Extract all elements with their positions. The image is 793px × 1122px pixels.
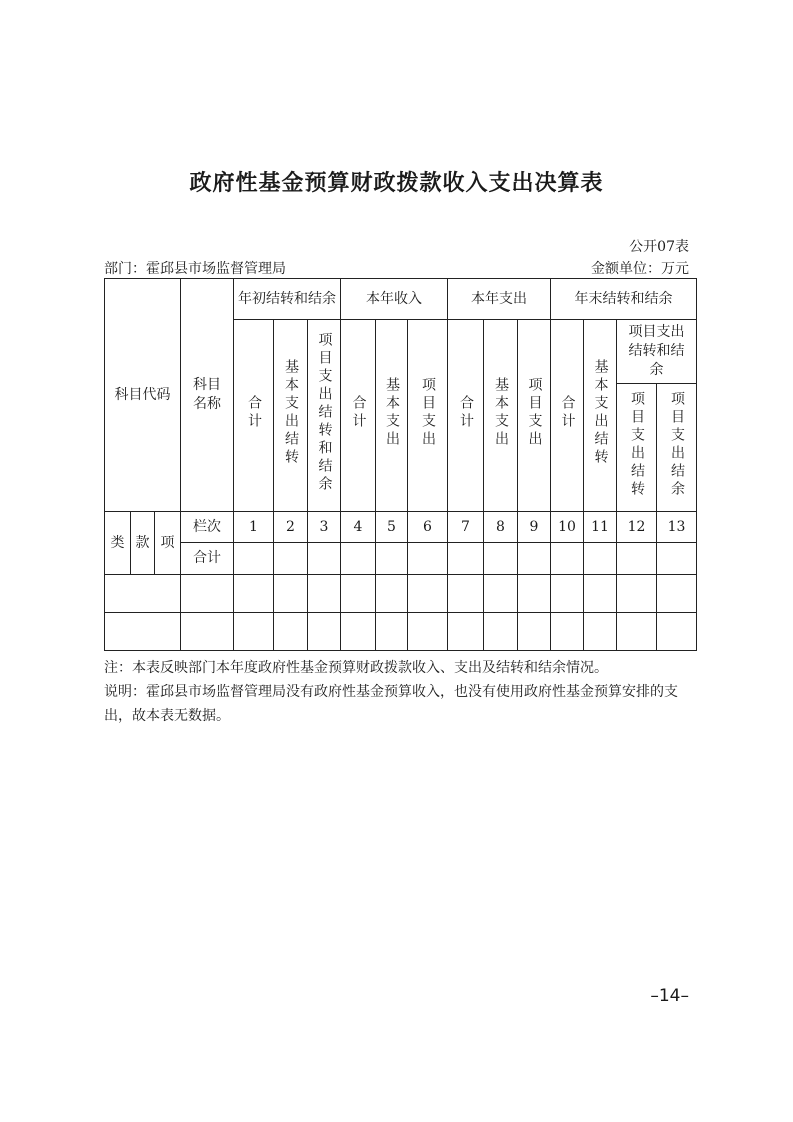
- table-cell: [105, 613, 181, 651]
- column-number: 11: [584, 512, 617, 543]
- table-cell: [551, 613, 584, 651]
- table-cell: [181, 613, 234, 651]
- department-label: 部门：霍邱县市场监督管理局: [104, 261, 286, 277]
- table-cell: [584, 613, 617, 651]
- header-begin-basic: 基本支出结转: [274, 320, 308, 512]
- row-label-lanci: 栏次: [181, 512, 234, 543]
- table-cell: [617, 543, 657, 575]
- table-row: [105, 613, 697, 651]
- column-number: 12: [617, 512, 657, 543]
- row-label-heji: 合计: [181, 543, 234, 575]
- table-cell: [234, 575, 274, 613]
- table-cell: [448, 575, 484, 613]
- table-cell: [657, 575, 697, 613]
- table-cell: [341, 575, 376, 613]
- row-label-lei: 类: [105, 512, 131, 575]
- table-cell: [274, 575, 308, 613]
- column-number: 10: [551, 512, 584, 543]
- table-cell: [274, 613, 308, 651]
- header-expense-project: 项目支出: [518, 320, 551, 512]
- row-label-kuan: 款: [131, 512, 155, 575]
- column-number: 5: [376, 512, 408, 543]
- page-number: –14–: [650, 986, 689, 1006]
- explanation-text: 说明：霍邱县市场监督管理局没有政府性基金预算收入，也没有使用政府性基金预算安排的支出，故本表无数据。: [104, 684, 678, 724]
- header-begin-project: 项目支出结转和结余: [308, 320, 341, 512]
- table-cell: [518, 543, 551, 575]
- row-label-xiang: 项: [155, 512, 181, 575]
- header-subject-code: 科目代码: [105, 279, 181, 512]
- header-end-balance: 年末结转和结余: [551, 279, 697, 320]
- header-expense-total: 合计: [448, 320, 484, 512]
- notes-section: [104, 656, 696, 728]
- table-row: [105, 575, 697, 613]
- table-cell: [484, 575, 518, 613]
- table-cell: [105, 575, 181, 613]
- table-cell: [376, 613, 408, 651]
- note-text: 注：本表反映部门本年度政府性基金预算财政拨款收入、支出及结转和结余情况。: [104, 660, 608, 676]
- column-number: 3: [308, 512, 341, 543]
- table-cell: [551, 543, 584, 575]
- column-number: 1: [234, 512, 274, 543]
- table-cell: [448, 543, 484, 575]
- table-cell: [518, 575, 551, 613]
- table-cell: [551, 575, 584, 613]
- table-cell: [484, 543, 518, 575]
- header-end-project-surplus: 项目支出结余: [657, 384, 697, 512]
- column-number: 7: [448, 512, 484, 543]
- table-cell: [308, 613, 341, 651]
- header-expense-basic: 基本支出: [484, 320, 518, 512]
- header-income-basic: 基本支出: [376, 320, 408, 512]
- page-title: 政府性基金预算财政拨款收入支出决算表: [189, 171, 604, 196]
- table-cell: [448, 613, 484, 651]
- table-cell: [274, 543, 308, 575]
- amount-unit-label: 金额单位：万元: [591, 261, 689, 277]
- table-cell: [376, 543, 408, 575]
- column-number: 9: [518, 512, 551, 543]
- table-cell: [234, 543, 274, 575]
- column-number: 8: [484, 512, 518, 543]
- table-cell: [408, 613, 448, 651]
- column-number: 6: [408, 512, 448, 543]
- table-cell: [408, 575, 448, 613]
- table-cell: [657, 613, 697, 651]
- header-expense: 本年支出: [448, 279, 551, 320]
- header-begin-total: 合计: [234, 320, 274, 512]
- header-income-total: 合计: [341, 320, 376, 512]
- table-cell: [518, 613, 551, 651]
- column-number: 2: [274, 512, 308, 543]
- header-end-project-carry: 项目支出结转: [617, 384, 657, 512]
- table-cell: [408, 543, 448, 575]
- table-cell: [376, 575, 408, 613]
- header-income: 本年收入: [341, 279, 448, 320]
- table-cell: [584, 543, 617, 575]
- table-cell: [657, 543, 697, 575]
- column-number: 13: [657, 512, 697, 543]
- table-cell: [617, 613, 657, 651]
- table-number: 公开07表: [629, 239, 689, 255]
- table-cell: [341, 543, 376, 575]
- header-subject-name: 科目名称: [181, 279, 234, 512]
- header-end-project: 项目支出结转和结余: [617, 320, 697, 384]
- header-income-project: 项目支出: [408, 320, 448, 512]
- table-cell: [181, 575, 234, 613]
- table-cell: [341, 613, 376, 651]
- table-cell: [617, 575, 657, 613]
- table-cell: [584, 575, 617, 613]
- table-cell: [308, 575, 341, 613]
- budget-table: [104, 278, 697, 651]
- table-cell: [308, 543, 341, 575]
- header-end-total: 合计: [551, 320, 584, 512]
- table-cell: [234, 613, 274, 651]
- header-end-basic: 基本支出结转: [584, 320, 617, 512]
- column-number: 4: [341, 512, 376, 543]
- table-cell: [484, 613, 518, 651]
- header-begin-balance: 年初结转和结余: [234, 279, 341, 320]
